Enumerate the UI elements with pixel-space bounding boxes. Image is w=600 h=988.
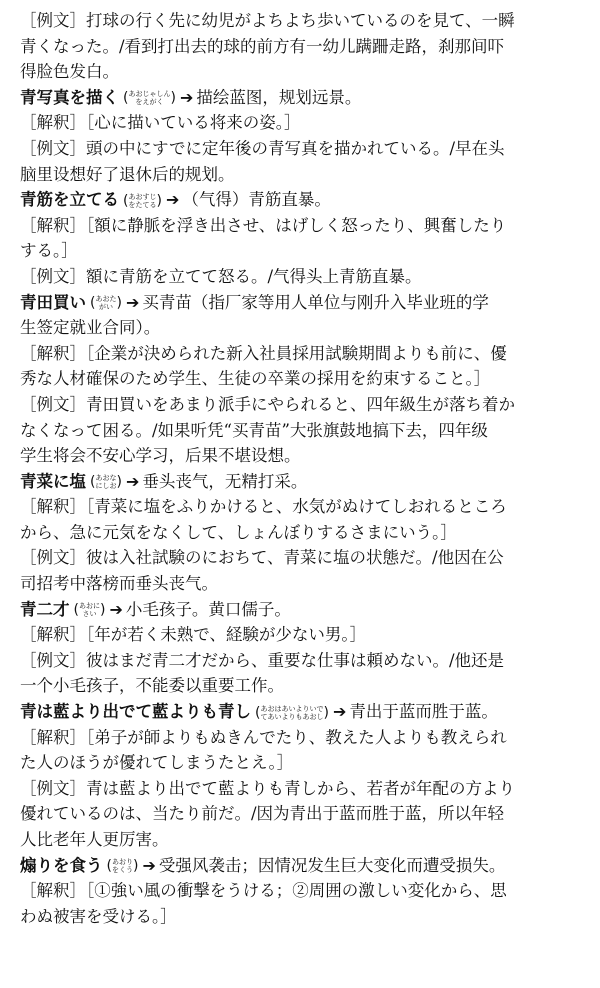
reading-annotation: ( あおに さい ) bbox=[73, 602, 106, 619]
text-line: ［例文］青は藍より出でて藍よりも青しから、若者が年配の方より bbox=[20, 778, 515, 798]
entry-term: 青は藍より出でて藍よりも青し bbox=[20, 702, 251, 722]
entry-translation: 小毛孩子。黄口儒子。 bbox=[125, 599, 291, 619]
entry-translation: 买青苗（指厂家等用人单位与刚升入毕业班的学 bbox=[142, 292, 489, 312]
right-arrow-icon: ➔ bbox=[165, 190, 180, 210]
text-line: ［解釈］［年が若く未熟で、経験が少ない男。］ bbox=[20, 625, 367, 645]
entry-term: 青菜に塩 bbox=[20, 471, 86, 491]
entry-translation: 垂头丧气，无精打采。 bbox=[142, 471, 308, 491]
text-line: 一个小毛孩子，不能委以重要工作。 bbox=[20, 676, 284, 696]
text-line: から、急に元気をなくして、しょんぼりするさまにいう。］ bbox=[20, 522, 457, 542]
entry-translation: （气得）青筋直暴。 bbox=[182, 190, 331, 210]
text-line: する。］ bbox=[20, 241, 78, 261]
entry-term: 青筋を立てる bbox=[20, 190, 119, 210]
text-line: ［解釈］［額に静脈を浮き出させ、はげしく怒ったり、興奮したり bbox=[20, 215, 507, 235]
text-line: た人のほうが優れてしまうたとえ。］ bbox=[20, 753, 294, 773]
text-line: 学生将会不安心学习，后果不堪设想。 bbox=[20, 446, 301, 466]
text-line: 秀な人材確保のため学生、生徒の卒業の採用を約束すること。］ bbox=[20, 369, 491, 389]
right-arrow-icon: ➔ bbox=[125, 471, 140, 491]
right-arrow-icon: ➔ bbox=[125, 292, 140, 312]
entry-translation: 描绘蓝图，规划远景。 bbox=[196, 87, 362, 107]
text-line: わぬ被害を受ける。］ bbox=[20, 906, 177, 926]
entry-translation: 受强风袭击；因情况发生巨大变化而遭受损失。 bbox=[158, 855, 506, 875]
text-line: 得脸色发白。 bbox=[20, 62, 119, 82]
text-line: ［例文］頭の中にすでに定年後の青写真を描かれている。/早在头 bbox=[20, 138, 505, 158]
text-line: 優れているのは、当たり前だ。/因为青出于蓝而胜于蓝，所以年轻 bbox=[20, 804, 505, 824]
text-line: なくなって困る。/如果听凭“买青苗”大张旗鼓地搞下去，四年级 bbox=[20, 420, 488, 440]
reading-annotation: ( あおはあいよりいで てあいよりもあおし ) bbox=[255, 704, 329, 721]
entry-heading bbox=[20, 699, 586, 725]
text-line: 青くなった。/看到打出去的球的前方有一幼儿蹒跚走路，刹那间吓 bbox=[20, 36, 505, 56]
right-arrow-icon: ➔ bbox=[332, 702, 347, 722]
right-arrow-icon: ➔ bbox=[109, 599, 123, 619]
reading-annotation: ( あおな にしお ) bbox=[90, 474, 122, 491]
text-line: ［解釈］［企業が決められた新入社員採用試験期間よりも前に、優 bbox=[20, 343, 507, 363]
entry-term: 煽りを食う bbox=[20, 855, 103, 875]
text-line: ［解釈］［心に描いている将来の姿。］ bbox=[20, 113, 301, 133]
entry-term: 青二才 bbox=[20, 599, 70, 619]
text-line: 人比老年人更厉害。 bbox=[20, 830, 169, 849]
text-line: ［例文］彼は入社試験のにおちて、青菜に塩の状態だ。/他因在公 bbox=[20, 548, 504, 568]
entry-term: 青写真を描く bbox=[20, 87, 119, 107]
text-line: ［例文］青田買いをあまり派手にやられると、四年級生が落ち着か bbox=[20, 394, 515, 414]
entry-heading bbox=[20, 187, 586, 213]
text-line: 脑里设想好了退休后的规划。 bbox=[20, 164, 235, 184]
text-line: ［例文］額に青筋を立てて怒る。/气得头上青筋直暴。 bbox=[20, 266, 422, 286]
entry-heading bbox=[20, 597, 586, 623]
text-line: ［解釈］［①強い風の衝撃をうける；②周囲の激しい変化から、思 bbox=[20, 881, 507, 901]
text-line: ［例文］打球の行く先に幼児がよちよち歩いているのを見て、一瞬 bbox=[20, 11, 515, 30]
entry-heading bbox=[20, 290, 586, 316]
entry-heading bbox=[20, 853, 586, 879]
entry-heading bbox=[20, 85, 586, 111]
reading-annotation: ( あおじゃしん をえがく ) bbox=[123, 90, 176, 107]
right-arrow-icon: ➔ bbox=[179, 87, 194, 107]
entry-term: 青田買い bbox=[20, 292, 86, 312]
text-line: ［解釈］［青菜に塩をふりかけると、水気がぬけてしおれるところ bbox=[20, 497, 507, 517]
text-line: 司招考中落榜而垂头丧气。 bbox=[20, 574, 218, 594]
reading-annotation: ( あおた がい ) bbox=[90, 295, 122, 312]
text-line: ［解釈］［弟子が師よりもぬきんでたり、教えた人よりも教えられ bbox=[20, 727, 507, 747]
text-line: ［例文］彼はまだ青二才だから、重要な仕事は頼めない。/他还是 bbox=[20, 650, 505, 670]
entry-translation: 青出于蓝而胜于蓝。 bbox=[349, 702, 498, 722]
right-arrow-icon: ➔ bbox=[142, 855, 156, 875]
reading-annotation: ( あおすじ をたてる ) bbox=[123, 192, 162, 209]
text-line: 生签定就业合同）。 bbox=[20, 318, 161, 338]
entry-heading bbox=[20, 469, 586, 495]
reading-annotation: ( あおり をくう ) bbox=[106, 858, 139, 875]
